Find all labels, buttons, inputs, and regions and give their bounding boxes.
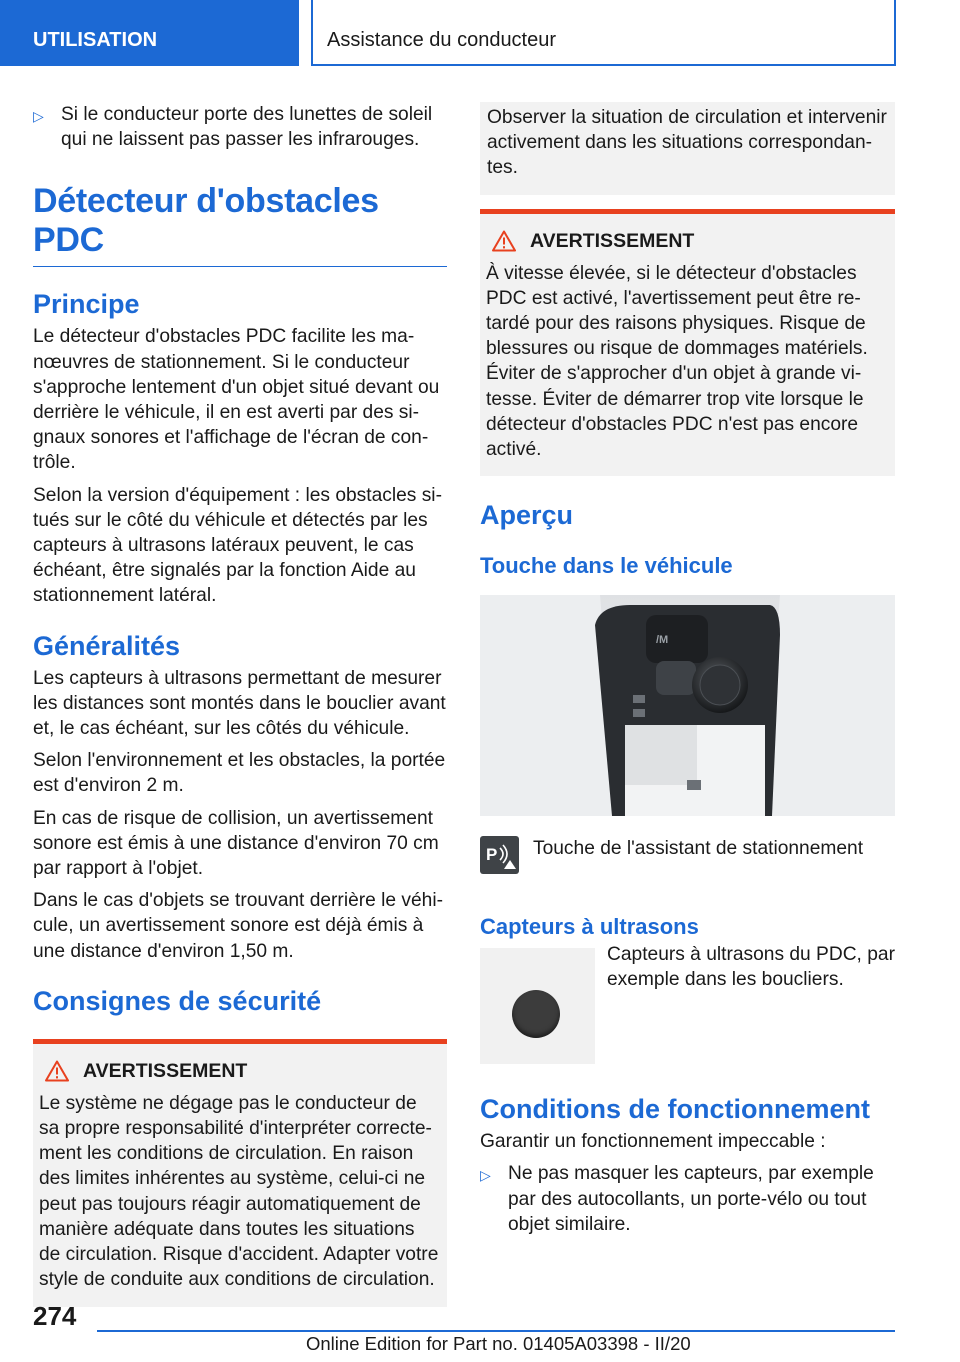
paragraph: Selon l'environnement et les obstacles, la portée est d'environ 2 m. bbox=[33, 750, 446, 797]
heading-principe: Principe bbox=[33, 289, 140, 320]
bullet-item bbox=[480, 1161, 895, 1237]
paragraph: Dans le cas d'objets se trouvant derrière le véhicule, un avertissement sonore est déjà émis à une distance d'environ 1,50 m. bbox=[33, 890, 444, 962]
paragraph: Le détecteur d'obstacles PDC facilite les manœuvres de stationnement. Si le conducteur s'approche lentement d'un objet situé devant ou derrière le véhicule, il en est averti par des signaux sonores et l'affichage de l'écran de contrôle. bbox=[33, 326, 440, 474]
warning-box bbox=[480, 209, 895, 477]
sensor-dot bbox=[512, 990, 560, 1038]
parking-assistant-icon bbox=[480, 836, 519, 874]
center-console-illustration bbox=[480, 595, 895, 816]
figure-legend bbox=[480, 836, 895, 874]
heading-consignes: Consignes de sécurité bbox=[33, 985, 322, 1016]
bullet-text: Si le conducteur porte des lunettes de soleil qui ne laissent pas passer les infrarouges. bbox=[61, 104, 433, 151]
info-box-continued bbox=[480, 102, 895, 195]
bullet-triangle-icon: ▷ bbox=[480, 1167, 491, 1184]
svg-text:P: P bbox=[486, 845, 498, 865]
sensor-row bbox=[480, 944, 895, 1064]
legend-text: Touche de l'assistant de stationnement bbox=[533, 838, 864, 860]
warning-triangle-icon bbox=[45, 1060, 69, 1082]
footer-edition: Online Edition for Part no. 01405A03398 - II/20 bbox=[306, 1333, 691, 1354]
warning-triangle-icon bbox=[492, 230, 516, 252]
heading-apercu: Aperçu bbox=[480, 500, 574, 531]
warning-text: Le système ne dégage pas le conducteur de sa propre responsabilité d'interpréter correctement les conditions de circulation. En raison des limites inhérentes au système, celui-ci ne peut pas toujours réagir automatiquement de manière adéquate dans toutes les situations de circulation. Risque d'accident. Adapter votre style de conduite aux conditions de circulation. bbox=[39, 1092, 439, 1291]
chapter-title: Assistance du conducteur bbox=[311, 0, 896, 66]
bullet-triangle-icon: ▷ bbox=[33, 108, 44, 124]
heading-generalites: Généralités bbox=[33, 630, 181, 661]
paragraph: Selon la version d'équipement : les obstacles situés sur le côté du véhicule et détectés par les capteurs à ultrasons latéraux peuvent, le cas échéant, être signalés par la fonction Aide au stationnement latéral. bbox=[33, 484, 442, 607]
right-column bbox=[480, 102, 895, 1237]
paragraph: Garantir un fonctionnement impeccable : bbox=[480, 1131, 826, 1153]
paragraph: En cas de risque de collision, un avertissement sonore est émis à une distance d'environ 70 cm par rapport à l'objet. bbox=[33, 807, 439, 880]
center-console-photo bbox=[480, 595, 895, 816]
section-tab: UTILISATION bbox=[0, 0, 299, 66]
heading-touche: Touche dans le véhicule bbox=[480, 553, 733, 579]
warning-box bbox=[33, 1039, 447, 1307]
footer-divider bbox=[97, 1330, 895, 1332]
bullet-item bbox=[33, 102, 447, 152]
page-header bbox=[0, 0, 960, 66]
heading-capteurs: Capteurs à ultrasons bbox=[480, 914, 699, 940]
info-text: Observer la situation de circulation et intervenir activement dans les situations correspondantes. bbox=[487, 107, 887, 179]
page-number: 274 bbox=[33, 1301, 77, 1331]
sensor-text: Capteurs à ultrasons du PDC, par exemple dans les boucliers. bbox=[607, 944, 895, 991]
svg-text:/M: /M bbox=[656, 634, 669, 647]
warning-label: AVERTISSEMENT bbox=[83, 1059, 248, 1082]
left-column bbox=[33, 102, 447, 1307]
heading-conditions: Conditions de fonctionnement bbox=[480, 1094, 870, 1125]
page-title: Détecteur d'obstacles PDC bbox=[33, 182, 447, 267]
paragraph: Les capteurs à ultrasons permettant de mesurer les distances sont montés dans le bouclier avant et, le cas échéant, sur les côtés du véhicule. bbox=[33, 667, 446, 740]
ultrasonic-sensor-image bbox=[480, 948, 595, 1064]
bullet-text: Ne pas masquer les capteurs, par exemple par des autocollants, un porte-vélo ou tout objet similaire. bbox=[508, 1163, 874, 1235]
warning-header bbox=[39, 1060, 439, 1083]
warning-header bbox=[486, 230, 887, 253]
warning-label: AVERTISSEMENT bbox=[530, 229, 695, 252]
warning-text: À vitesse élevée, si le détecteur d'obstacles PDC est activé, l'avertissement peut être retardé pour des raisons physiques. Risque de blessures ou risque de dommages matériels. Éviter de s'approcher d'un objet à grande vitesse. Éviter de démarrer trop vite lorsque le détecteur d'obstacles PDC n'est pas encore activé. bbox=[486, 262, 868, 461]
